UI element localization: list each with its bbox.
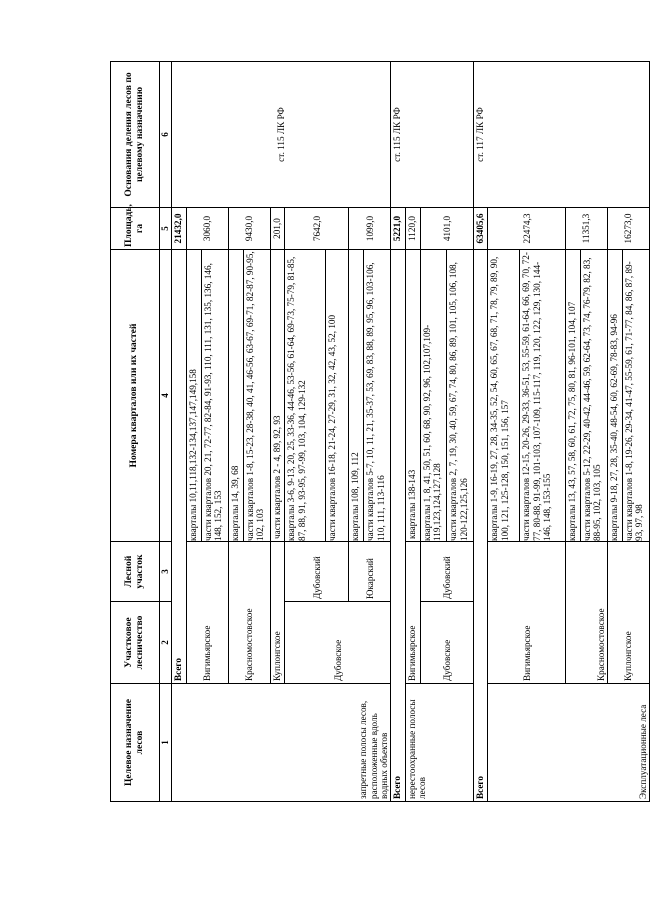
header-row xyxy=(111,62,160,802)
col-number: 4 xyxy=(159,250,171,542)
forestry-cell: Красномостовское xyxy=(565,542,607,684)
purpose-cell: запретные полосы лесов, расположенные вдоль водных объектов xyxy=(171,684,390,802)
quarters-cell: кварталы 138-143 xyxy=(406,250,421,542)
total-label: Всего xyxy=(473,250,488,802)
purpose-cell: нерестоохранные полосы лесов xyxy=(406,684,474,802)
quarters-line: части кварталов 1-8, 19-26, 29-34, 41-47, 55-59, 61, 71-77, 84, 86, 87, 89-93, 97, 98 xyxy=(624,261,645,541)
col-number: 3 xyxy=(159,542,171,602)
quarters-line: части кварталов 5-12, 22-29, 40-42, 44-46, 59, 62-64, 73, 74, 76-79, 82, 83, 88-95, 102, 103, 105 xyxy=(581,257,603,541)
quarters-line: кварталы 14, 39, 68 xyxy=(229,250,244,541)
quarters-line: части кварталов 2, 7, 19, 30, 40, 59, 67, 74, 80, 86, 89, 101, 105, 106, 108, 120-122,125,126 xyxy=(448,262,469,541)
quarters-cell xyxy=(420,250,473,542)
area-cell: 4101,0 xyxy=(420,208,473,250)
forestry-cell: Вигимьярское xyxy=(406,542,421,684)
basis-cell: ст. 115 ЛК РФ xyxy=(171,62,390,208)
total-row xyxy=(473,62,488,802)
quarters-line: кварталы 10,11,118,132-134,137,147,149,158 xyxy=(187,250,202,541)
total-label: Всего xyxy=(391,250,406,802)
quarters-cell xyxy=(607,250,649,542)
quarters-cell xyxy=(349,250,391,542)
forestry-cell: Вигимьярское xyxy=(186,542,228,684)
quarters-cell xyxy=(285,250,349,542)
area-cell: 1099,0 xyxy=(349,208,391,250)
quarters-line: части кварталов 16-18, 21-24, 27-29, 31, 32, 42, 43, 52, 100 xyxy=(327,314,338,541)
plot-cell: Дубовский xyxy=(285,542,349,602)
forestry-cell: Куплонгское xyxy=(270,542,285,684)
quarters-line: кварталы 9-18, 27, 28, 35-40, 48-54, 60, 62-69, 78-83, 94-96 xyxy=(608,250,623,541)
total-row xyxy=(171,62,186,802)
forest-purpose-table xyxy=(110,62,650,802)
rotated-table-wrapper xyxy=(110,62,650,802)
header-basis: Основания деления лесов по целевому назначению xyxy=(111,62,160,208)
header-purpose: Целевое назначение лесов xyxy=(111,684,160,802)
area-cell: 3060,0 xyxy=(186,208,228,250)
quarters-cell xyxy=(186,250,228,542)
area-cell: 9430,0 xyxy=(228,208,270,250)
quarters-cell: части кварталов 2 - 4, 89, 92, 93 xyxy=(270,250,285,542)
col-number: 2 xyxy=(159,602,171,684)
quarters-line: части кварталов 12-15, 20-26, 29-33, 36-51, 53, 55-59, 61-64, 66, 69, 70, 72-77, 80-88, 91-99, 101-103, 107-109, 115-117, 119, 120, 122, 129, 130, 144-146, 148, 153-155 xyxy=(521,252,552,541)
quarters-line: части кварталов 20, 21, 72-77, 82-84, 91-93, 110, 111, 131, 135, 136, 146, 148, 152, 153 xyxy=(202,263,223,541)
purpose-cell: Эксплуатационные леса xyxy=(488,684,650,802)
total-area: 5221,0 xyxy=(391,208,406,250)
quarters-line: кварталы 3-6, 9-13, 20, 25, 33-36, 44-46, 53-56, 61-64, 69-73, 75-79, 81-85, 87, 88, 91, 93-95, 97-99, 103, 104, 129-132 xyxy=(285,250,326,541)
area-cell: 201,0 xyxy=(270,208,285,250)
basis-cell: ст. 117 ЛК РФ xyxy=(473,62,649,208)
column-number-row xyxy=(159,62,171,802)
forestry-cell: Красномостовское xyxy=(228,542,270,684)
plot-cell: Дубовский xyxy=(420,542,473,602)
header-plot: Лесной участок xyxy=(111,542,160,602)
header-area: Площадь, га xyxy=(111,208,160,250)
quarters-cell xyxy=(565,250,607,542)
forestry-cell: Дубовское xyxy=(285,602,391,684)
total-label: Всего xyxy=(171,250,186,684)
area-cell: 7642,0 xyxy=(285,208,349,250)
col-number: 6 xyxy=(159,62,171,208)
forestry-cell: Вигимьярское xyxy=(488,542,565,684)
quarters-line: кварталы 108, 109, 112 xyxy=(349,250,364,541)
basis-cell: ст. 115 ЛК РФ xyxy=(391,62,473,208)
quarters-line: части кварталов 1-8, 15-23, 28-38, 40, 41, 46-56, 63-67, 69-71, 82-87, 90-95, 102, 103 xyxy=(244,251,265,541)
area-cell: 16273,0 xyxy=(607,208,649,250)
col-number: 5 xyxy=(159,208,171,250)
forestry-cell: Куплонгское xyxy=(607,542,649,684)
forestry-cell: Дубовское xyxy=(420,602,473,684)
area-cell: 11351,3 xyxy=(565,208,607,250)
area-cell: 22474,3 xyxy=(488,208,565,250)
quarters-line: части кварталов 5-7, 10, 11, 21, 35-37, 53, 69, 83, 88, 89, 95, 96, 103-106, 110, 111, 113-116 xyxy=(365,262,386,541)
area-cell: 1120,0 xyxy=(406,208,421,250)
quarters-line: кварталы 13, 43, 57, 58, 60, 61, 72, 75, 80, 81, 96-101, 104, 107 xyxy=(566,250,581,541)
header-forestry: Участковое лесничество xyxy=(111,602,160,684)
header-quarters: Номера кварталов или их частей xyxy=(111,250,160,542)
quarters-cell xyxy=(488,250,565,542)
quarters-line: кварталы 1-9, 16-19, 27, 28, 34-35, 52, 54, 60, 65, 67, 68, 71, 78, 79, 89, 90, 100, 121, 125-128, 150, 151, 156, 157 xyxy=(488,250,519,541)
total-row xyxy=(391,62,406,802)
total-area: 63405,6 xyxy=(473,208,488,250)
col-number: 1 xyxy=(159,684,171,802)
quarters-cell xyxy=(228,250,270,542)
plot-cell: Юкарский xyxy=(349,542,391,602)
quarters-line: кварталы 1, 8, 41, 50, 51, 60, 68, 90, 92, 96, 102,107,109-119,123,124,127,128 xyxy=(421,250,447,541)
total-area: 21432,0 xyxy=(171,208,186,250)
